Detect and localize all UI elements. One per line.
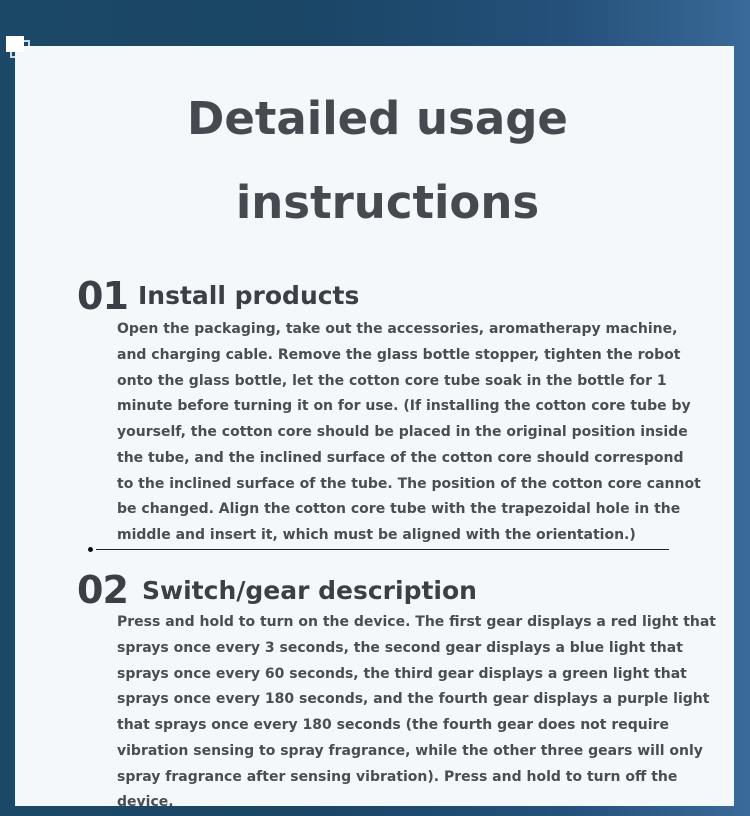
corner-decoration-square xyxy=(6,36,24,52)
section-2-number: 02 xyxy=(77,568,128,612)
section-divider xyxy=(96,549,669,550)
page-title-line-1: Detailed usage xyxy=(187,92,568,145)
section-1-body: Open the packaging, take out the accessories, aromatherapy machine, and charging cable. Remove the glass bottle stopper, tighten the robot onto the glass bottle, let the cotton core tube soak in the bottle for 1 minute before turning it on for use. (If installing the cotton core tube by yourself, the cotton core should be placed in the original position inside the tube, and the inclined surface of the cotton core should correspond to the inclined surface of the tube. The position of the cotton core cannot be changed. Align the cotton core tube with the trapezoidal hole in the middle and insert it, which must be aligned with the orientation.) xyxy=(117,321,701,543)
section-1-title: Install products xyxy=(138,281,360,310)
section-2-body: Press and hold to turn on the device. The first gear displays a red light that sprays once every 3 seconds, the second gear displays a blue light that sprays once every 60 seconds, the third gear displays a green light that sprays once every 180 seconds, and the fourth gear displays a purple light that sprays once every 180 seconds (the fourth gear does not require vibration sensing to spray fragrance, while the other three gears will only spray fragrance after sensing vibration). Press and hold to turn off the device. xyxy=(117,614,716,811)
page-title-line-2: instructions xyxy=(235,176,540,229)
divider-dot xyxy=(88,547,93,552)
section-2-title: Switch/gear description xyxy=(142,576,477,605)
section-1-number: 01 xyxy=(77,274,128,318)
